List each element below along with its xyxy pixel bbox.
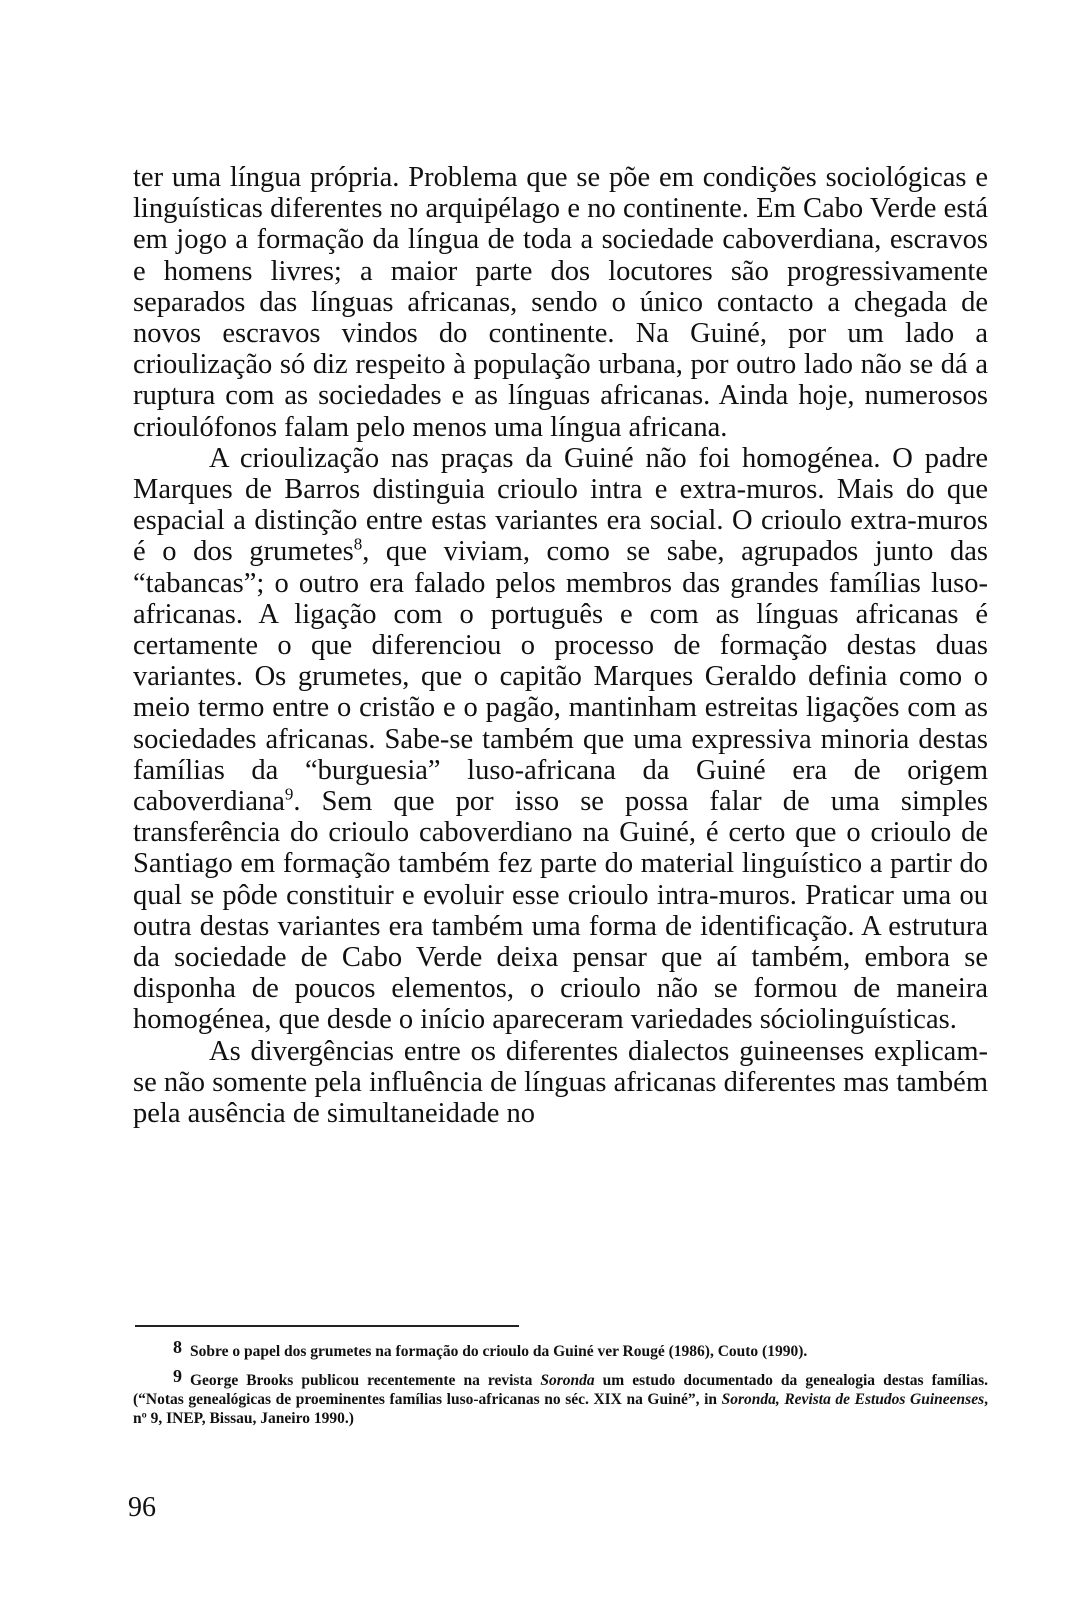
paragraph-text: A crioulização nas praças da Guiné não foi homogénea. O padre Marques de Barros distinguia crioulo intra e extra-muros. Mais do que espacial a distinção entre estas variantes era social. O crioulo extra-muros é o dos grumetes [133,442,988,568]
page-number: 96 [128,1492,156,1523]
paragraph-3 [133,1036,988,1130]
journal-full-title: Soronda, Revista de Estudos Guineenses [721,1391,985,1408]
footnotes [133,1338,988,1434]
footnote-text: , nº 9, INEP, Bissau, Janeiro 1990.) [133,1391,988,1427]
footnote-8 [133,1338,988,1361]
footnote-text: um estudo documentado da genealogia destas famílias. (“Notas genealógicas de proeminentes famílias luso-africanas no séc. XIX na Guiné”, in [133,1372,988,1408]
journal-title: Soronda [540,1372,595,1389]
footnote-reference-8[interactable]: 8 [353,534,363,554]
footnote-mark: 9 [173,1366,182,1386]
paragraph-text: As divergências entre os diferentes dialectos guineenses explicam-se não somente pela influência de línguas africanas diferentes mas também pela ausência de simultaneidade no [133,1035,988,1130]
paragraph-text: ter uma língua própria. Problema que se põe em condições sociológicas e linguísticas diferentes no arquipélago e no continente. Em Cabo Verde está em jogo a formação da língua de toda a sociedade caboverdiana, escravos e homens livres; a maior parte dos locutores são progressivamente separados das línguas africanas, sendo o único contacto a chegada de novos escravos vindos do continente. Na Guiné, por um lado a crioulização só diz respeito à população urbana, por outro lado não se dá a ruptura com as sociedades e as línguas africanas. Ainda hoje, numerosos crioulófonos falam pelo menos uma língua africana. [133,162,988,443]
paragraph-text: , que viviam, como se sabe, agrupados junto das “tabancas”; o outro era falado pelos membros das grandes famílias luso-africanas. A ligação com o português e com as línguas africanas é certamente o que diferenciou o processo de formação destas duas variantes. Os grumetes, que o capitão Marques Geraldo definia como o meio termo entre o cristão e o pagão, mantinham estreitas ligações com as sociedades africanas. Sabe-se também que uma expressiva minoria destas famílias da “burguesia” luso-africana da Guiné era de origem caboverdiana [133,536,988,818]
paragraph-text: . Sem que por isso se possa falar de uma simples transferência do crioulo caboverdiano na Guiné, é certo que o crioulo de Santiago em formação também fez parte do material linguístico a partir do qual se pôde constituir e evoluir esse crioulo intra-muros. Praticar uma ou outra destas variantes era também uma forma de identificação. A estrutura da sociedade de Cabo Verde deixa pensar que aí também, embora se disponha de poucos elementos, o crioulo não se formou de maneira homogénea, que desde o início apareceram variedades sóciolinguísticas. [133,786,988,1036]
footnote-text: Sobre o papel dos grumetes na formação do crioulo da Guiné ver Rougé (1986), Couto (1990). [190,1343,808,1360]
footnote-separator [135,1325,519,1327]
main-text [133,162,988,1129]
footnote-text: George Brooks publicou recentemente na revista [190,1372,541,1389]
paragraph-2 [133,443,988,1036]
footnote-9 [133,1367,988,1428]
footnote-mark: 8 [173,1337,182,1357]
paragraph-1 [133,162,988,443]
footnote-reference-9[interactable]: 9 [284,784,294,804]
